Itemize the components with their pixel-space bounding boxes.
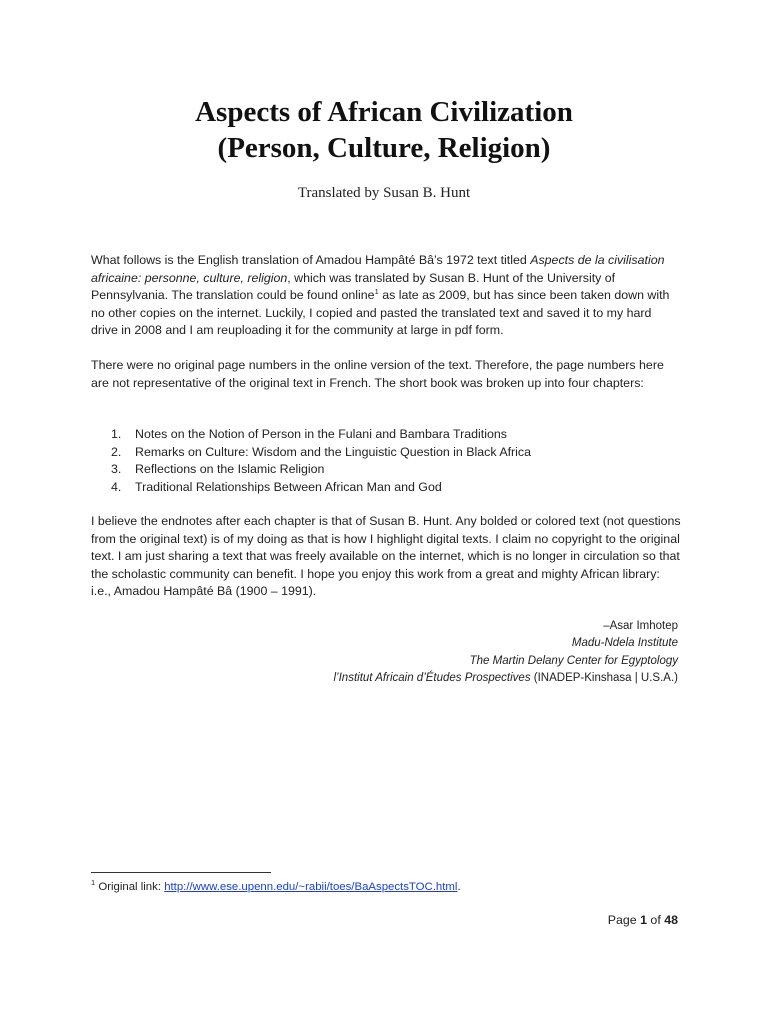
page-number-total: 48 xyxy=(664,913,678,927)
chapter-list xyxy=(111,426,671,496)
intro-text-c: , which was translated by Susan B. Hunt of the University of Pennsylvania. The translation could be found online xyxy=(91,270,616,303)
list-item-text: Remarks on Culture: Wisdom and the Linguistic Question in Black Africa xyxy=(135,444,531,459)
intro-text-d: as late as 2009, but has since been taken down with no other copies on the internet. Luckily, I copied and pasted the translated text and saved it to my hard drive in 2008 and I am reuploading it for the community at large in pdf form. xyxy=(91,288,670,338)
list-item-text: Traditional Relationships Between African Man and God xyxy=(135,479,442,494)
list-item xyxy=(111,426,671,444)
page-number-prefix: Page xyxy=(607,913,641,927)
page-numbers-paragraph: There were no original page numbers in the online version of the text. Therefore, the page numbers here are not representative of the original text in French. The short book was broken up into four chapters: xyxy=(91,358,664,390)
signature-center: The Martin Delany Center for Egyptology xyxy=(469,654,678,667)
signature-name: –Asar Imhotep xyxy=(603,620,678,632)
list-item-number: 3. xyxy=(111,462,122,477)
list-item-text: Notes on the Notion of Person in the Fulani and Bambara Traditions xyxy=(135,427,507,441)
list-item xyxy=(111,444,671,462)
closing-paragraph: I believe the endnotes after each chapter is that of Susan B. Hunt. Any bolded or colored text (not questions from the original text) is of my doing as that is how I highlight digital texts. I claim no copyright to the original text. I am just sharing a text that was freely available on the internet, which is no longer in circulation so that the scholastic community can benefit. I hope you enjoy this work from a great and mighty African library: i.e., Amadou Hampâté Bâ (1900 – 1991). xyxy=(91,514,681,599)
intro-paragraph xyxy=(91,252,681,340)
list-item-number: 2. xyxy=(111,444,122,459)
footnote-link[interactable]: http://www.ese.upenn.edu/~rabii/toes/BaAspectsTOC.html xyxy=(164,881,458,893)
intro-text-a: What follows is the English translation of Amadou Hampâté Bâ’s 1972 text titled xyxy=(91,253,531,267)
footnote-marker: 1 xyxy=(91,878,96,888)
document-title-line1: Aspects of African Civilization xyxy=(195,96,573,128)
signature-affiliation-rest: (INADEP-Kinshasa | U.S.A.) xyxy=(530,671,678,684)
original-title-italic: Aspects de la civilisation africaine: personne, culture, religion xyxy=(91,253,665,285)
list-item xyxy=(111,461,671,479)
list-item-number: 4. xyxy=(111,479,122,494)
page-number xyxy=(608,912,678,929)
document-title-line2: (Person, Culture, Religion) xyxy=(217,132,551,164)
footnote-divider xyxy=(91,872,271,873)
signature-affiliation xyxy=(334,670,679,687)
list-item-number: 1. xyxy=(111,427,122,441)
list-item xyxy=(111,479,671,497)
footnote-label: Original link: xyxy=(95,881,165,893)
signature-block xyxy=(334,618,679,687)
footnote-end: . xyxy=(457,881,461,893)
page-number-of: of xyxy=(646,913,665,927)
signature-affiliation-italic: l’Institut Africain d’Études Prospectives xyxy=(333,671,531,684)
list-item-text: Reflections on the Islamic Religion xyxy=(135,462,325,477)
translator-credit: Translated by Susan B. Hunt xyxy=(297,185,471,201)
footnote xyxy=(91,879,691,895)
footnote-reference[interactable]: 1 xyxy=(374,287,379,297)
signature-institute: Madu-Ndela Institute xyxy=(571,637,678,650)
page-number-current: 1 xyxy=(640,913,647,927)
